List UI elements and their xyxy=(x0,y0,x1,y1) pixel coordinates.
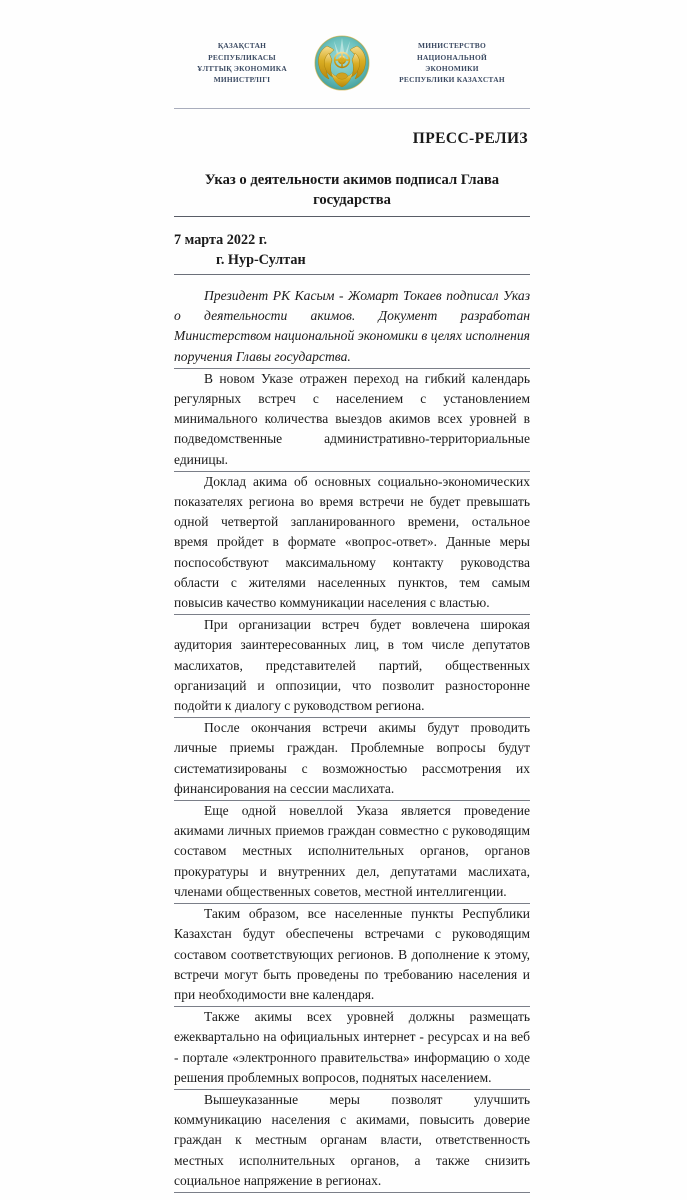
body-paragraph: Таким образом, все населенные пункты Республики Казахстан будут обеспечены встречами с руководящим составом соответствующих регионов. В дополнение к этому, встречи могут быть проведены по требованию населения и при необходимости вне календаря. xyxy=(174,904,530,1007)
ministry-name-kazakh-line-4: МИНИСТРЛІГІ xyxy=(213,75,271,85)
ministry-name-kazakh-line-2: РЕСПУБЛИКАСЫ xyxy=(208,52,276,62)
publication-city: г. Нур-Султан xyxy=(216,252,306,268)
ministry-name-russian-line-2: НАЦИОНАЛЬНОЙ xyxy=(416,52,488,62)
body-paragraph: При организации встреч будет вовлечена широкая аудитория заинтересованных лиц, в том числе депутатов маслихатов, представителей партий, общественных организаций и оппозиции, что позволит разносторонне подойти к диалогу с руководством региона. xyxy=(174,615,530,718)
ministry-name-kazakh-line-3: ҰЛТТЫҚ ЭКОНОМИКА xyxy=(196,64,288,73)
ministry-name-russian-line-3: ЭКОНОМИКИ xyxy=(425,64,479,73)
publication-date: 7 марта 2022 г. xyxy=(174,232,268,248)
dateline-divider xyxy=(174,274,530,275)
dateline-block xyxy=(174,230,530,270)
letterhead-divider xyxy=(174,108,530,109)
letterhead xyxy=(174,0,530,99)
kazakhstan-coat-of-arms-icon xyxy=(307,27,377,99)
body-paragraph: Доклад акима об основных социально-экономических показателях региона во время встречи не будет превышать одной четвертой запланированного времени, остальное время пройдет в формате «вопрос-ответ». Данные меры поспособствуют максимальному контакту руководства области с жителями населенных пунктов, тем самым повысив качество коммуникации населения с властью. xyxy=(174,472,530,615)
title-divider xyxy=(174,216,530,217)
document-column xyxy=(174,0,530,1193)
body-paragraph: После окончания встречи акимы будут проводить личные приемы граждан. Проблемные вопросы будут систематизированы с возможностью рассмотрения их финансирования на сессии маслихата. xyxy=(174,718,530,801)
document-body xyxy=(174,286,530,1193)
ministry-name-kazakh-line-1: ҚАЗАҚСТАН xyxy=(217,41,267,51)
body-paragraph: Также акимы всех уровней должны размещать ежеквартально на официальных интернет - ресурсах и на веб - портале «электронного правительства» информацию о ходе решения проблемных вопросов, поднятых населением. xyxy=(174,1007,530,1090)
page-title: Указ о деятельности акимов подписал Глава государства xyxy=(204,172,500,208)
body-paragraph: Еще одной новеллой Указа является проведение акимами личных приемов граждан совместно с руководящим составом местных исполнительных органов, органов прокуратуры и внутренних дел, депутатами маслихата, членами общественных советов, местной интеллигенции. xyxy=(174,801,530,904)
ministry-name-kazakh xyxy=(177,40,307,86)
body-paragraph: Вышеуказанные меры позволят улучшить коммуникацию населения с акимами, повысить доверие граждан к местным органам власти, ответственность местных исполнительных органов, а также снизить социальное напряжение в регионах. xyxy=(174,1090,530,1193)
ministry-name-russian-line-1: МИНИСТЕРСТВО xyxy=(418,41,486,51)
body-paragraph: Президент РК Касым - Жомарт Токаев подписал Указ о деятельности акимов. Документ разработан Министерством национальной экономики в целях исполнения поручения Главы государства. xyxy=(174,286,530,369)
ministry-name-russian-line-4: РЕСПУБЛИКИ КАЗАХСТАН xyxy=(399,75,505,85)
body-paragraph: В новом Указе отражен переход на гибкий календарь регулярных встреч с населением с установлением минимального количества выездов акимов всех уровней в подведомственные административно-территориальные единицы. xyxy=(174,369,530,472)
press-release-label: ПРЕСС-РЕЛИЗ xyxy=(412,130,528,147)
ministry-name-russian xyxy=(377,40,527,86)
